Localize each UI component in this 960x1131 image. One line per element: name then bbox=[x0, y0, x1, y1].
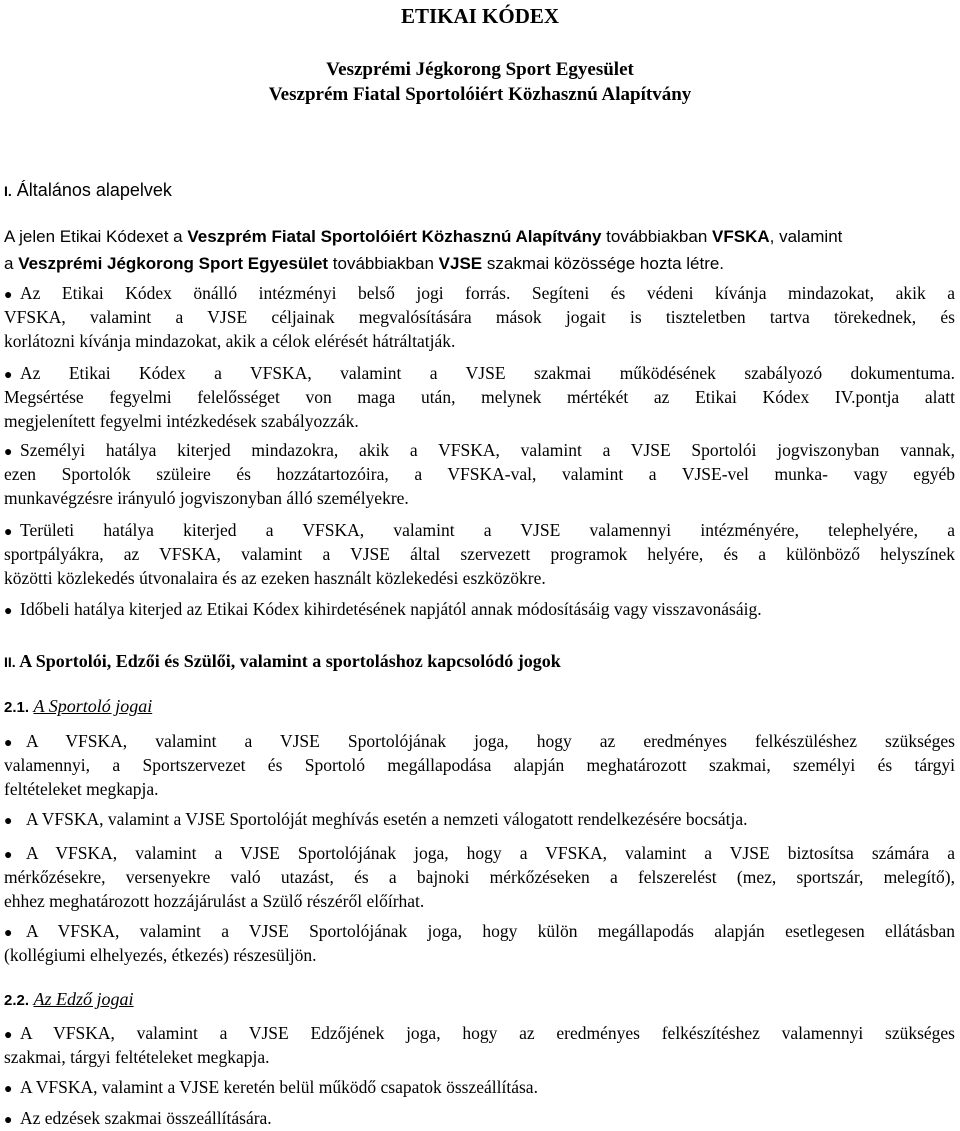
abbr-vjse: VJSE bbox=[438, 254, 483, 273]
list-item-line: Személyi hatálya kiterjed mindazokra, akik a VFSKA, valamint a VJSE Sportolói jogviszonyban vannak, bbox=[20, 440, 955, 460]
bullet-dot-icon: ● bbox=[4, 368, 13, 383]
list-item-line: korlátozni kívánja mindazokat, akik a célok elérését hátráltatják. bbox=[4, 331, 456, 351]
subsection-2-1-title: A Sportoló jogai bbox=[33, 696, 153, 716]
list-item-line: feltételeket megkapja. bbox=[4, 779, 159, 799]
list-item-line: közötti közlekedés útvonalaira és az ezeken használt közlekedési eszközökre. bbox=[4, 568, 546, 588]
list-item-line: A VFSKA, valamint a VJSE Sportolójának joga, hogy külön megállapodás alapján esetlegesen ellátásban bbox=[26, 921, 955, 941]
intro-line-2: a Veszprémi Jégkorong Sport Egyesület továbbiakban VJSE szakmai közössége hozta létre. bbox=[4, 254, 725, 273]
bullet-dot-icon: ● bbox=[4, 445, 13, 460]
org-name-vjse-full: Veszprémi Jégkorong Sport Egyesület bbox=[18, 254, 329, 273]
list-item-line: ehhez meghatározott hozzájárulást a Szülő részéről előírhat. bbox=[4, 891, 425, 911]
list-item-line: A VFSKA, valamint a VJSE Sportolójának joga, hogy a VFSKA, valamint a VJSE biztosítsa számára a bbox=[26, 843, 955, 863]
bullet-dot-icon: ● bbox=[4, 1082, 13, 1097]
section-1-number: I. bbox=[4, 183, 12, 199]
organization-name-2: Veszprém Fiatal Sportolóiért Közhasznú Alapítvány bbox=[268, 84, 692, 105]
list-item-line: munkavégzésre irányuló jogviszonyban álló személyekre. bbox=[4, 488, 409, 508]
list-item-line: ezen Sportolók szüleire és hozzátartozóira, a VFSKA-val, valamint a VJSE-vel munka- vagy egyéb bbox=[4, 464, 955, 484]
bullet-dot-icon: ● bbox=[4, 288, 13, 303]
org-name-vfska-full: Veszprém Fiatal Sportolóiért Közhasznú Alapítvány bbox=[187, 227, 602, 246]
list-item-line: VFSKA, valamint a VJSE céljainak megvalósítására mások jogait is tiszteletben tartva törekednek, és bbox=[4, 307, 955, 327]
subsection-2-2-title: Az Edző jogai bbox=[33, 989, 134, 1009]
list-item-line: valamennyi, a Sportszervezet és Sportoló megállapodása alapján meghatározott szakmai, személyi és tárgyi bbox=[4, 755, 955, 775]
list-item-line: A VFSKA, valamint a VJSE keretén belül működő csapatok összeállítása. bbox=[20, 1077, 538, 1097]
abbr-vfska: VFSKA bbox=[712, 227, 770, 246]
list-item-line: Az edzések szakmai összeállítására. bbox=[20, 1108, 272, 1128]
section-1-title: Általános alapelvek bbox=[16, 180, 172, 200]
organization-name-1: Veszprémi Jégkorong Sport Egyesület bbox=[326, 59, 634, 80]
list-item-line: Területi hatálya kiterjed a VFSKA, valamint a VJSE valamennyi intézményére, telephelyére, a bbox=[20, 520, 955, 540]
bullet-dot-icon: ● bbox=[4, 814, 13, 829]
list-item-line: A VFSKA, valamint a VJSE Sportolóját meghívás esetén a nemzeti válogatott rendelkezésére bocsátja. bbox=[26, 809, 748, 829]
bullet-dot-icon: ● bbox=[4, 848, 13, 863]
document-title: ETIKAI KÓDEX bbox=[400, 4, 560, 28]
bullet-dot-icon: ● bbox=[4, 926, 13, 941]
list-item-line: megjelenített fegyelmi intézkedések szabályozzák. bbox=[4, 411, 359, 431]
list-item-line: mérkőzésekre, versenyekre való utazást, és a bajnoki mérkőzéseken a felszerelést (mez, sportszár, melegítő), bbox=[4, 867, 955, 887]
bullet-dot-icon: ● bbox=[4, 525, 13, 540]
list-item-line: Megsértése fegyelmi felelősséget von maga után, melynek mértékét az Etikai Kódex IV.pontja alatt bbox=[4, 387, 955, 407]
bullet-dot-icon: ● bbox=[4, 604, 13, 619]
list-item-line: A VFSKA, valamint a VJSE Edzőjének joga, hogy az eredményes felkészítéshez valamennyi szükséges bbox=[20, 1023, 955, 1043]
bullet-dot-icon: ● bbox=[4, 1028, 13, 1043]
section-1-heading bbox=[4, 181, 172, 199]
list-item-line: Az Etikai Kódex a VFSKA, valamint a VJSE szakmai működésének szabályozó dokumentuma. bbox=[20, 363, 955, 383]
subsection-2-2-number: 2.2. bbox=[4, 992, 30, 1009]
intro-line-1: A jelen Etikai Kódexet a Veszprém Fiatal Sportolóiért Közhasznú Alapítvány továbbiakban VFSKA, valamint bbox=[4, 227, 843, 246]
subsection-2-1-number: 2.1. bbox=[4, 699, 30, 716]
section-2-title: A Sportolói, Edzői és Szülői, valamint a sportoláshoz kapcsolódó jogok bbox=[19, 651, 561, 671]
section-2-number: II. bbox=[4, 654, 16, 670]
list-item-line: sportpályákra, az VFSKA, valamint a VJSE által szervezett programok helyére, és a különböző helyszínek bbox=[4, 544, 955, 564]
subsection-2-1-heading bbox=[4, 697, 152, 715]
bullet-dot-icon: ● bbox=[4, 736, 13, 751]
list-item-line: Az Etikai Kódex önálló intézményi belső jogi forrás. Segíteni és védeni kívánja mindazokat, akik a bbox=[20, 283, 955, 303]
list-item-line: (kollégiumi elhelyezés, étkezés) részesüljön. bbox=[4, 945, 317, 965]
section-2-heading bbox=[4, 652, 561, 670]
subsection-2-2-heading bbox=[4, 990, 134, 1008]
list-item-line: A VFSKA, valamint a VJSE Sportolójának joga, hogy az eredményes felkészüléshez szükséges bbox=[26, 731, 955, 751]
list-item-line: szakmai, tárgyi feltételeket megkapja. bbox=[4, 1047, 270, 1067]
list-item-line: Időbeli hatálya kiterjed az Etikai Kódex kihirdetésének napjától annak módosításáig vagy visszavonásáig. bbox=[20, 599, 762, 619]
bullet-dot-icon: ● bbox=[4, 1113, 13, 1128]
